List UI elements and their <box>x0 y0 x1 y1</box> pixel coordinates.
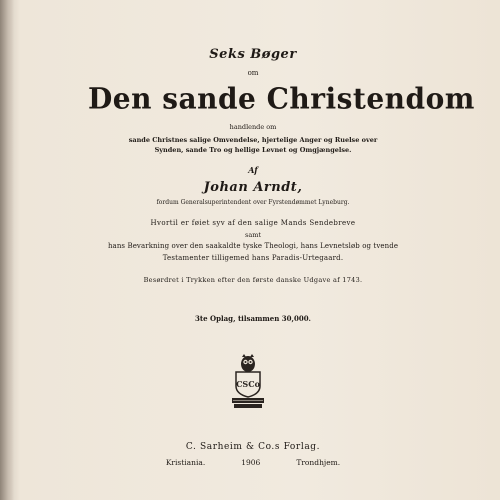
handlende-text: handlende om <box>229 123 277 131</box>
main-title: Den sande Christendom <box>88 81 475 116</box>
edition-note: Besørdret i Trykken efter den første danske Udgave af 1743. <box>143 276 363 284</box>
imprint-line <box>88 458 418 467</box>
city-kristiania: Kristiania. <box>165 458 206 467</box>
publisher-name: C. Sarheim & Co.s Forlag. <box>185 442 321 452</box>
publisher-emblem-icon <box>228 350 268 412</box>
preface-line-3: Testamenter tilligemed hans Paradis-Urtegaard. <box>162 254 344 262</box>
author-name: Johan Arndt, <box>203 180 303 195</box>
samt-text: samt <box>245 231 261 239</box>
publication-year: 1906 <box>241 458 261 467</box>
supertitle: Seks Bøger <box>209 47 297 62</box>
emblem-letters: CSCo <box>236 379 260 389</box>
preface-line-1: Hvortil er føiet syv af den salige Mands Sendebreve <box>150 219 356 227</box>
preface-line-2: hans Bevarkning over den saakaldte tyske Theologi, hans Levnetsløb og tvende <box>107 242 399 250</box>
subject-line-1: sande Christnes salige Omvendelse, hjertelige Anger og Ruelse over <box>128 136 378 144</box>
author-description: fordum Generalsuperintendent over Fyrstendømmet Lyneburg. <box>156 199 350 206</box>
spine-shadow <box>0 0 14 500</box>
om-text: om <box>247 69 259 77</box>
af-text: Af <box>248 165 258 175</box>
city-trondhjem: Trondhjem. <box>296 458 341 467</box>
subject-line-2: Synden, sande Tro og hellige Levnet og Omgjængelse. <box>154 146 352 154</box>
oplag-text: 3te Oplag, tilsammen 30,000. <box>195 314 311 323</box>
